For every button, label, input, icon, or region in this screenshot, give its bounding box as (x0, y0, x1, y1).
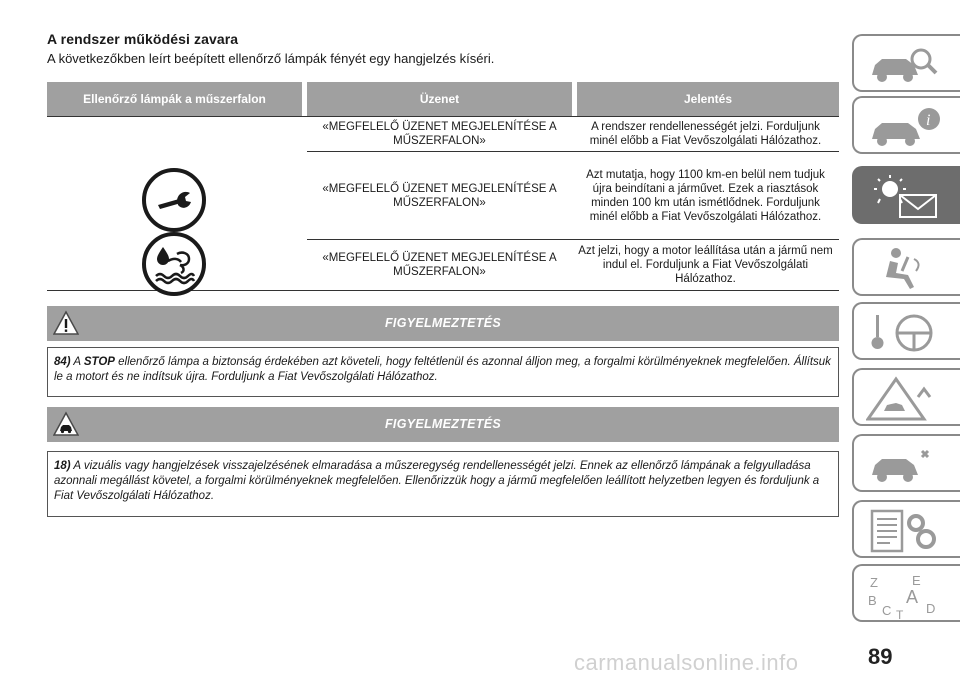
warning-text (47, 451, 839, 517)
meaning-cell: Azt mutatja, hogy 1100 km-en belül nem tudjuk újra beindítani a járművet. Ezek a riasztások minden 100 km után ismétlődnek. Forduljunk minél előbb a Fiat Vevőszolgálati Hálózathoz. (586, 168, 825, 223)
table-row (307, 152, 839, 240)
message-cell: «MEGFELELŐ ÜZENET MEGJELENÍTÉSE A MŰSZERFALON» (322, 252, 557, 278)
warning-text (47, 347, 839, 397)
car-info-icon (866, 103, 946, 151)
index-letter: B (868, 593, 877, 608)
intro-text: A következőkben leírt beépített ellenőrző lámpák fényét egy hangjelzés kíséri. (47, 51, 495, 66)
tab-car-info[interactable] (852, 96, 960, 154)
message-cell: «MEGFELELŐ ÜZENET MEGJELENÍTÉSE A MŰSZERFALON» (322, 182, 557, 209)
warning-lights-table (47, 82, 839, 291)
warning-header (47, 306, 839, 341)
stop-keyword: STOP (83, 356, 115, 368)
warning-light-message-icon (866, 173, 946, 221)
page-number: 89 (868, 644, 893, 669)
warning-ref: 18) (54, 460, 71, 472)
tab-emergency[interactable] (852, 368, 960, 426)
index-letter: E (912, 573, 921, 588)
page-title: A rendszer működési zavara (47, 31, 239, 47)
index-letter: C (882, 603, 892, 618)
warning-text-pre: A (70, 356, 84, 368)
alphabetical-index-icon (866, 571, 946, 619)
tab-safety[interactable] (852, 238, 960, 296)
column-header-message: Üzenet (307, 82, 572, 116)
index-letter: Z (870, 575, 878, 590)
meaning-cell: A rendszer rendellenességét jelzi. Forduljunk minél előbb a Fiat Vevőszolgálati Hálózathoz. (589, 120, 822, 147)
tab-index[interactable] (852, 564, 960, 622)
tab-maintenance[interactable] (852, 434, 960, 492)
warning-ref: 84) (54, 356, 71, 368)
seat-airbag-icon (866, 245, 946, 293)
warning-title: FIGYELMEZTETÉS (384, 316, 501, 330)
warning-title: FIGYELMEZTETÉS (384, 417, 501, 431)
watermark: carmanualsonline.info (574, 650, 799, 675)
table-rows (307, 116, 839, 290)
column-header-meaning: Jelentés (577, 82, 839, 116)
steering-key-icon (866, 309, 946, 357)
wrench-warning-icon (142, 168, 206, 232)
tab-car-search[interactable] (852, 34, 960, 92)
table-row (307, 240, 839, 290)
tab-starting-driving[interactable] (852, 302, 960, 360)
roadside-emergency-icon (866, 375, 946, 423)
lamp-icons-cell (47, 116, 302, 291)
column-header-lamps: Ellenőrző lámpák a műszerfalon (47, 82, 302, 116)
warning-text-body: A vizuális vagy hangjelzések visszajelzésének elmaradása a műszeregység rendellenességét jelzi. Ennek az ellenőrző lámpának a felgyulladása azonnali megállást követel, a forgalmi körülményeknek megfelelően. Ellenőrizzük hogy a jármű megfelelően leállított helyzetben legyen és forduljunk a Fiat Vevőszolgálati Hálózathoz. (54, 460, 820, 502)
index-letter: T (896, 608, 904, 619)
specifications-icon (866, 507, 946, 555)
tab-warning-lights[interactable] (852, 166, 960, 224)
meaning-cell: Azt jelzi, hogy a motor leállítása után a jármű nem indul el. Forduljunk a Fiat Vevőszolgálati Hálózathoz. (578, 245, 833, 285)
svg-text:i: i (926, 112, 931, 129)
tab-specifications[interactable] (852, 500, 960, 558)
message-cell: «MEGFELELŐ ÜZENET MEGJELENÍTÉSE A MŰSZERFALON» (322, 120, 557, 147)
car-search-icon (866, 41, 946, 89)
index-letter: D (926, 601, 936, 616)
warning-header (47, 407, 839, 442)
car-maintenance-icon (866, 441, 946, 489)
table-body (47, 116, 839, 291)
table-header (47, 82, 839, 116)
table-row (307, 116, 839, 152)
water-in-fuel-warning-icon (142, 232, 206, 296)
index-letter: A (906, 587, 919, 607)
warning-text-body: ellenőrző lámpa a biztonság érdekében azt követeli, hogy feltétlenül és azonnal álljon meg, a forgalmi körülményeknek megfelelően. Állítsuk le a motort és ne indítsuk újra. Forduljunk a Fiat Vevőszolgálati Hálózathoz. (54, 356, 831, 383)
